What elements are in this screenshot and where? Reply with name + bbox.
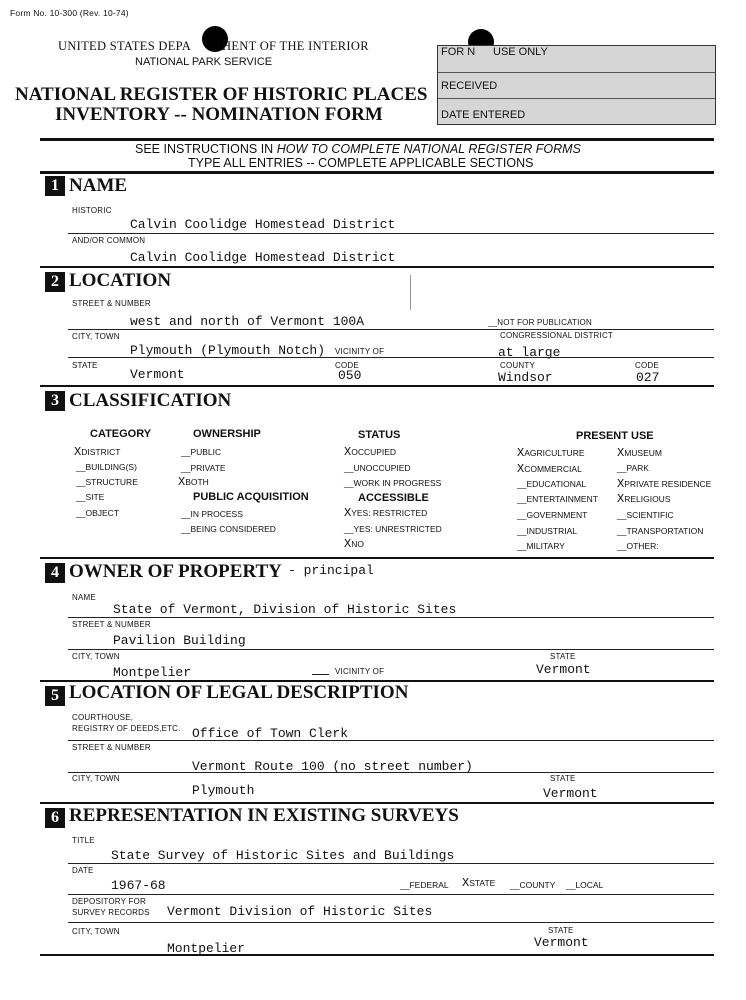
county-code: 027 — [636, 370, 660, 385]
header-rule — [40, 138, 714, 141]
location-street: west and north of Vermont 100A — [130, 314, 365, 329]
owner-vicinity-label: VICINITY OF — [335, 667, 385, 676]
survey-federal[interactable]: __FEDERAL — [400, 880, 449, 890]
present-use-heading: PRESENT USE — [576, 430, 654, 442]
use-educational[interactable]: __EDUCATIONAL — [517, 479, 587, 489]
historic-name: Calvin Coolidge Homestead District — [130, 217, 396, 232]
use-other[interactable]: __OTHER: — [617, 541, 659, 551]
instructions-rule — [40, 171, 714, 174]
depository-state: Vermont — [534, 935, 589, 950]
section-6-title: REPRESENTATION IN EXISTING SURVEYS — [69, 805, 459, 826]
public-acquisition-heading: PUBLIC ACQUISITION — [193, 491, 309, 503]
county-label: COUNTY — [500, 361, 535, 370]
use-private-residence[interactable]: XPRIVATE RESIDENCE — [617, 477, 712, 491]
form-title-line1: NATIONAL REGISTER OF HISTORIC PLACES — [15, 84, 428, 105]
registry-office: Office of Town Clerk — [192, 726, 349, 741]
vicinity-label: VICINITY OF — [335, 347, 385, 356]
category-heading: CATEGORY — [90, 428, 152, 440]
owner-state: Vermont — [536, 662, 591, 677]
category-site[interactable]: __SITE — [76, 492, 105, 502]
survey-date: 1967-68 — [111, 878, 166, 893]
instructions-line2: TYPE ALL ENTRIES -- COMPLETE APPLICABLE SECTIONS — [188, 156, 534, 170]
nps-box-label-left: FOR N — [441, 46, 476, 58]
survey-state[interactable]: XSTATE — [462, 876, 496, 890]
registry-label: REGISTRY OF DEEDS,ETC. — [72, 724, 181, 733]
courthouse-label: COURTHOUSE, — [72, 713, 134, 722]
section-3-number: 3 — [45, 391, 65, 411]
use-museum[interactable]: XMUSEUM — [617, 446, 662, 460]
survey-local[interactable]: __LOCAL — [566, 880, 604, 890]
section-2-title: LOCATION — [69, 270, 172, 291]
location-state: Vermont — [130, 367, 185, 382]
category-district[interactable]: XDISTRICT — [74, 445, 121, 459]
section-6-number: 6 — [45, 808, 65, 828]
section-5-title: LOCATION OF LEGAL DESCRIPTION — [69, 682, 409, 703]
code-label: CODE — [335, 361, 359, 370]
use-agriculture[interactable]: XAGRICULTURE — [517, 446, 585, 460]
owner-name: State of Vermont, Division of Historic Sites — [113, 602, 457, 617]
depository-label: DEPOSITORY FOR — [72, 897, 146, 906]
depository-city-label: CITY, TOWN — [72, 927, 120, 936]
survey-title-label: TITLE — [72, 836, 95, 845]
form-number: Form No. 10-300 (Rev. 10-74) — [10, 8, 129, 18]
survey-date-label: DATE — [72, 866, 94, 875]
use-commercial[interactable]: XCOMMERCIAL — [517, 462, 582, 476]
ownership-both[interactable]: XBOTH — [178, 475, 209, 489]
access-yes-restricted[interactable]: XYES: RESTRICTED — [344, 506, 428, 520]
survey-records-label: SURVEY RECORDS — [72, 908, 150, 917]
section-1-title: NAME — [69, 175, 128, 196]
section-2-number: 2 — [45, 272, 65, 292]
date-entered-label: DATE ENTERED — [441, 109, 526, 121]
accessible-heading: ACCESSIBLE — [358, 492, 429, 504]
nps-box-label-right: USE ONLY — [493, 46, 548, 58]
use-military[interactable]: __MILITARY — [517, 541, 565, 551]
category-buildings[interactable]: __BUILDING(S) — [76, 462, 137, 472]
congressional-district: at large — [498, 345, 561, 360]
depository-city: Montpelier — [167, 941, 246, 956]
section-3-title: CLASSIFICATION — [69, 390, 232, 411]
received-label: RECEIVED — [441, 80, 498, 92]
street-label: STREET & NUMBER — [72, 299, 151, 308]
acquisition-in-process[interactable]: __IN PROCESS — [181, 509, 243, 519]
code2-label: CODE — [635, 361, 659, 370]
use-scientific[interactable]: __SCIENTIFIC — [617, 510, 674, 520]
use-industrial[interactable]: __INDUSTRIAL — [517, 526, 577, 536]
section-1-number: 1 — [45, 176, 65, 196]
service-name: NATIONAL PARK SERVICE — [135, 56, 273, 68]
state-code: 050 — [338, 368, 362, 383]
status-work-in-progress[interactable]: __WORK IN PROGRESS — [344, 478, 442, 488]
access-yes-unrestricted[interactable]: __YES: UNRESTRICTED — [344, 524, 442, 534]
department-left: UNITED STATES DEPA — [58, 39, 192, 53]
city-label: CITY, TOWN — [72, 332, 120, 341]
category-structure[interactable]: __STRUCTURE — [76, 477, 138, 487]
section-4-title: OWNER OF PROPERTY — [69, 561, 282, 582]
status-occupied[interactable]: XOCCUPIED — [344, 445, 397, 459]
historic-label: HISTORIC — [72, 206, 112, 215]
owner-state-label: STATE — [550, 652, 576, 661]
legal-city: Plymouth — [192, 783, 255, 798]
ownership-public[interactable]: __PUBLIC — [181, 447, 222, 457]
use-government[interactable]: __GOVERNMENT — [517, 510, 588, 520]
use-transportation[interactable]: __TRANSPORTATION — [617, 526, 704, 536]
use-religious[interactable]: XRELIGIOUS — [617, 492, 671, 506]
county-name: Windsor — [498, 370, 553, 385]
legal-street: Vermont Route 100 (no street number) — [192, 759, 473, 774]
common-name: Calvin Coolidge Homestead District — [130, 250, 396, 265]
form-title-line2: INVENTORY -- NOMINATION FORM — [55, 104, 383, 125]
owner-street-label: STREET & NUMBER — [72, 620, 151, 629]
congressional-district-label: CONGRESSIONAL DISTRICT — [500, 331, 614, 340]
access-no[interactable]: XNO — [344, 537, 364, 551]
location-city: Plymouth (Plymouth Notch) — [130, 343, 326, 358]
legal-city-label: CITY, TOWN — [72, 774, 120, 783]
survey-title: State Survey of Historic Sites and Buildings — [111, 848, 455, 863]
status-unoccupied[interactable]: __UNOCCUPIED — [344, 463, 411, 473]
legal-state: Vermont — [543, 786, 598, 801]
department-right: HENT OF THE INTERIOR — [222, 39, 369, 53]
ownership-private[interactable]: __PRIVATE — [181, 463, 226, 473]
category-object[interactable]: __OBJECT — [76, 508, 119, 518]
depository-name: Vermont Division of Historic Sites — [167, 904, 433, 919]
section-5-number: 5 — [45, 686, 65, 706]
use-entertainment[interactable]: __ENTERTAINMENT — [517, 494, 598, 504]
legal-street-label: STREET & NUMBER — [72, 743, 151, 752]
owner-street: Pavilion Building — [113, 633, 246, 648]
not-for-publication: __NOT FOR PUBLICATION — [488, 318, 592, 327]
status-heading: STATUS — [358, 429, 401, 441]
state-label: STATE — [72, 361, 98, 370]
common-label: AND/OR COMMON — [72, 236, 146, 245]
section-4-number: 4 — [45, 563, 65, 583]
acquisition-being-considered[interactable]: __BEING CONSIDERED — [181, 524, 276, 534]
owner-city: Montpelier — [113, 665, 192, 680]
legal-state-label: STATE — [550, 774, 576, 783]
depository-state-label: STATE — [548, 926, 574, 935]
use-park[interactable]: __PARK — [617, 463, 649, 473]
survey-county[interactable]: __COUNTY — [510, 880, 556, 890]
instructions-line1: SEE INSTRUCTIONS IN HOW TO COMPLETE NATIONAL REGISTER FORMS — [135, 142, 581, 156]
owner-name-label: NAME — [72, 593, 96, 602]
owner-note: - principal — [288, 563, 374, 578]
ownership-heading: OWNERSHIP — [193, 428, 261, 440]
owner-city-label: CITY, TOWN — [72, 652, 120, 661]
